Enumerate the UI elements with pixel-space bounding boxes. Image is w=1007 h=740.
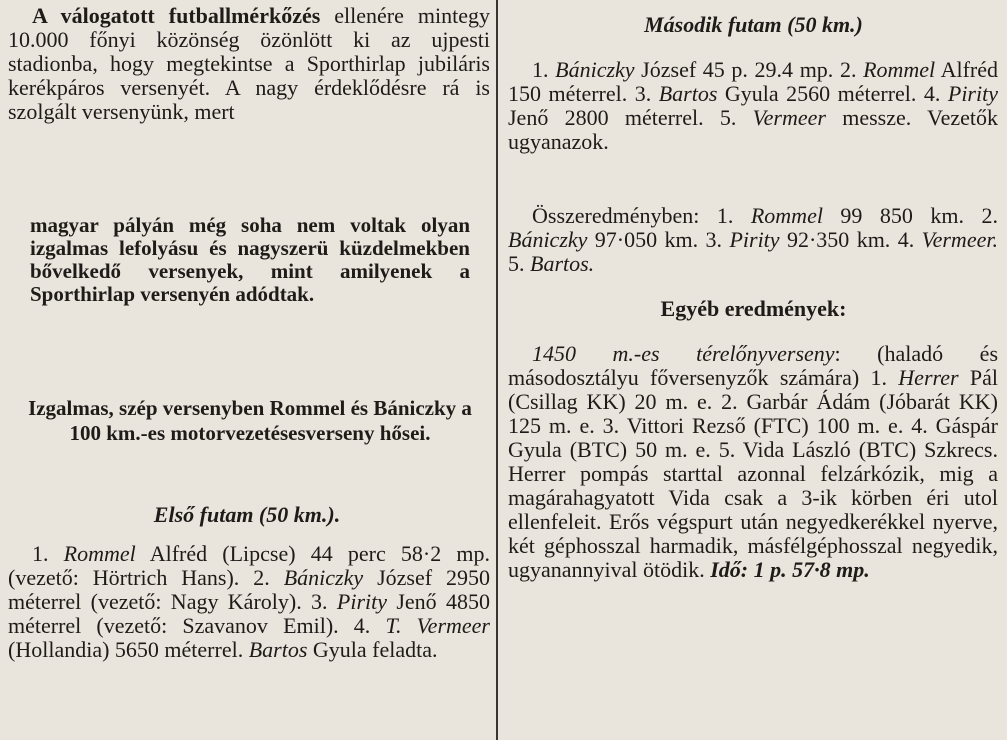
text-run: Jenő 2800 méterrel. 5.	[508, 105, 753, 130]
other-results	[508, 342, 998, 582]
intro-bold-start: A válogatott futballmérkőzés	[32, 3, 321, 28]
text-run: 1.	[32, 541, 64, 566]
text-run: Herrer	[898, 365, 959, 390]
heat2-title: Második futam (50 km.)	[644, 12, 863, 37]
text-run: T. Vermeer	[385, 613, 490, 638]
text-run: 1450 m.-es térelőnyverseny	[532, 341, 835, 366]
right-column	[500, 0, 1007, 740]
text-run: Gyula 2560 méterrel. 4.	[717, 81, 948, 106]
bold-paragraph: magyar pályán még soha nem voltak olyan izgalmas lefolyásu és nagyszerü küzdelmekben bővelkedő versenyek, mint amilyenek a Sporthirlap versenyén adódtak.	[30, 213, 470, 306]
text-run: Pirity	[947, 81, 998, 106]
text-run: Alfréd (Lipcse) 44 perc 58·2 mp. (vezető: Hörtrich Hans). 2.	[8, 541, 491, 590]
intro-paragraph	[8, 4, 490, 124]
text-run: Bartos	[658, 81, 718, 106]
text-run: 97·050 km. 3.	[587, 227, 730, 252]
text-run: Pirity	[729, 227, 780, 252]
text-run: Bániczky	[283, 565, 364, 590]
text-run: Bartos.	[530, 251, 595, 276]
text-run: 5.	[508, 251, 530, 276]
intro-rest: ellenére mintegy 10.000 főnyi közönség özönlött ki az ujpesti stadionba, hogy megtekintse a Sporthirlap jubiláris kerékpáros versenyét. A nagy érdeklődésre rá is szolgált versenyünk, mert	[8, 3, 490, 124]
text-run: 99 850 km. 2.	[822, 203, 998, 228]
text-run: 92·350 km. 4.	[779, 227, 922, 252]
text-run: 1.	[532, 57, 556, 82]
heat1-title: Első futam (50 km.).	[153, 502, 341, 527]
left-column	[0, 0, 494, 740]
text-run: : (haladó és másodosztályu főversenyzők számára) 1.	[508, 341, 998, 390]
text-run: messze. Vezetők ugyanazok.	[508, 105, 998, 154]
column-divider	[496, 0, 498, 740]
text-run: Gyula feladta.	[307, 637, 438, 662]
overall-results	[508, 204, 998, 276]
headline: Izgalmas, szép versenyben Rommel és Bániczky a 100 km.-es motorvezetésesverseny hősei.	[28, 396, 472, 445]
text-run: Vermeer.	[921, 227, 998, 252]
text-run: József 45 p. 29.4 mp. 2.	[634, 57, 864, 82]
text-run: Jenő 4850 méterrel (vezető: Szavanov Emil). 4.	[8, 589, 491, 638]
text-run: Pál (Csillag KK) 20 m. e. 2. Garbár Ádám (Jóbarát KK) 125 m. e. 3. Vittori Rezső (FTC) 100 m. e. 4. Gáspár Gyula (BTC) 50 m. e. 5. Vida László (BTC) Szkrecs. Herrer pompás starttal azonnal felzárkózik, mig a magárahagyatott Vida csak a 3-ik körben éri utol ellenfeleit. Erős végspurt után negyedkerékkel nyerve, két géphosszal harmadik, másfélgéphosszal negyedik, ugyanannyival ötödik.	[508, 365, 998, 582]
text-run: Idő: 1 p. 57·8 mp.	[710, 557, 870, 582]
text-run: Alfréd 150 méterrel. 3.	[508, 57, 999, 106]
text-run: Bániczky	[555, 57, 635, 82]
text-run: Bartos	[248, 637, 308, 662]
text-run: Rommel	[863, 57, 936, 82]
text-run: Összeredményben: 1.	[532, 203, 751, 228]
heat1-results	[8, 542, 490, 662]
text-run: Rommel	[750, 203, 823, 228]
text-run: Rommel	[63, 541, 136, 566]
text-run: Vermeer	[752, 105, 826, 130]
other-results-title: Egyéb eredmények:	[660, 296, 847, 321]
text-run: Bániczky	[508, 227, 588, 252]
heat2-results	[508, 58, 998, 154]
text-run: Pirity	[336, 589, 387, 614]
text-run: (Hollandia) 5650 méterrel.	[8, 637, 249, 662]
text-run: József 2950 méterrel (vezető: Nagy Károly). 3.	[8, 565, 490, 614]
